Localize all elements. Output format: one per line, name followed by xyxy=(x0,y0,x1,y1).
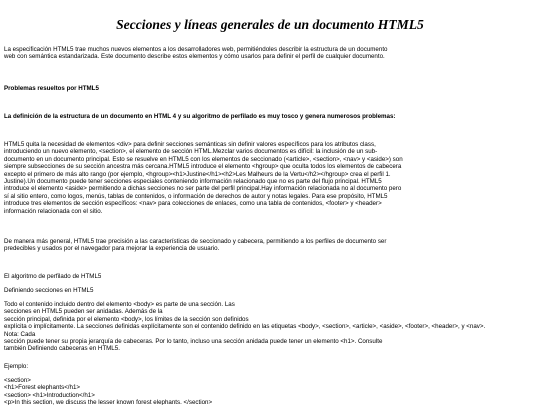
heading-definition: La definición de la estructura de un documento en HTML 4 y su algoritmo de perfilado es muy tosco y genera numerosos problemas: xyxy=(4,113,396,120)
paragraph-line: secciones en HTML5 pueden ser anidadas. Además de la xyxy=(4,308,163,316)
paragraph-line: introduce el elemento <aside> permitiendo a dichas secciones no ser parte del perfil principal.Hay información relacionada no al documento pero xyxy=(4,185,402,193)
paragraph-line: predecibles y usados por el navegador para mejorar la experiencia de usuario. xyxy=(4,245,220,253)
paragraph-line: sección puede tener su propia jerarquía de cabeceras. Por lo tanto, incluso una sección anidada puede tener un elemento <h1>. Consulte xyxy=(4,338,383,346)
code-line: <section> <h1>Introduction</h1> xyxy=(4,391,95,399)
code-example xyxy=(4,377,536,405)
heading-algorithm: El algoritmo de perfilado de HTML5 xyxy=(4,273,102,280)
paragraph-line: también Definiendo cabeceras en HTML5. xyxy=(4,345,120,353)
paragraph-line: documento en un documento principal. Esto se resuelve en HTML5 con los elementos de seccionado (<article>, <section>, <nav> y <aside>) son xyxy=(4,155,403,163)
paragraph-line: introduce tres elementos de sección específicos: <nav> para colecciones de enlaces, como una tabla de contenidos, <footer> y <header> xyxy=(4,200,382,208)
intro-line: web con semántica estandarizada. Este documento describe estos elementos y cómo usarlos para definir el perfil de cualquier documento. xyxy=(4,53,385,61)
paragraph-line: explícita o implícitamente. La secciones definidas explícitamente son el contenido definido en las etiquetas <body>, <section>, <article>, <aside>, <footer>, <header>, y <nav>. xyxy=(4,323,486,331)
paragraph-line: Justine).Un documento puede tener secciones especiales conteniendo información relacionado que no es parte del flujo principal. HTML5 xyxy=(4,178,382,186)
general-paragraph xyxy=(4,238,536,253)
page-title: Secciones y líneas generales de un documento HTML5 xyxy=(116,17,424,33)
code-line: <h1>Forest elephants</h1> xyxy=(4,384,81,392)
paragraph-line: siempre subsecciones de su sección ancestra más cercana.HTML5 introduce el elemento <hgroup> que oculta todos los elementos de cabecera xyxy=(4,163,402,171)
html5-paragraph xyxy=(4,141,536,215)
code-line: <section> xyxy=(4,377,31,384)
paragraph-line: sección principal, definida por el elemento <body>, los límites de la sección son definidos xyxy=(4,315,249,323)
paragraph-line: Todo el contenido incluido dentro del elemento <body> es parte de una sección. Las xyxy=(4,301,235,308)
intro-paragraph xyxy=(4,46,536,61)
example-label: Ejemplo: xyxy=(4,363,29,370)
paragraph-line: De manera más general, HTML5 trae precisión a las características de seccionado y cabecera, permitiendo a los perfiles de documento ser xyxy=(4,238,387,245)
content-paragraph xyxy=(4,301,536,353)
heading-problems: Problemas resueltos por HTML5 xyxy=(4,85,99,92)
paragraph-line: sí al sitio entero, como logos, menús, tablas de contenidos, o información de derechos de autor y notas legales. Para ese propósito, HTML5 xyxy=(4,192,388,200)
paragraph-line: Nota: Cada xyxy=(4,330,36,338)
intro-line: La especificación HTML5 trae muchos nuevos elementos a los desarrolladores web, permitiéndoles describir la estructura de un documento xyxy=(4,46,388,53)
paragraph-line: información relacionada con el sitio. xyxy=(4,207,103,215)
heading-defining: Definiendo secciones en HTML5 xyxy=(4,287,94,294)
paragraph-line: introduciendo un nuevo elemento, <section>, el elemento de sección HTML.Mezclar varios documentos es difícil: la inclusión de un sub- xyxy=(4,148,378,156)
paragraph-line: HTML5 quita la necesidad de elementos <div> para definir secciones semánticas sin definir valores específicos para los atributos class, xyxy=(4,141,376,148)
code-line: <p>In this section, we discuss the lesser known forest elephants. </section> xyxy=(4,399,213,405)
paragraph-line: excepto el primero de más alto rango (por ejemplo, <hgroup><h1>Justine</h1><h2>Les Malheurs de la Vertu</h2></hgroup> crea el perfil 1. xyxy=(4,170,391,178)
